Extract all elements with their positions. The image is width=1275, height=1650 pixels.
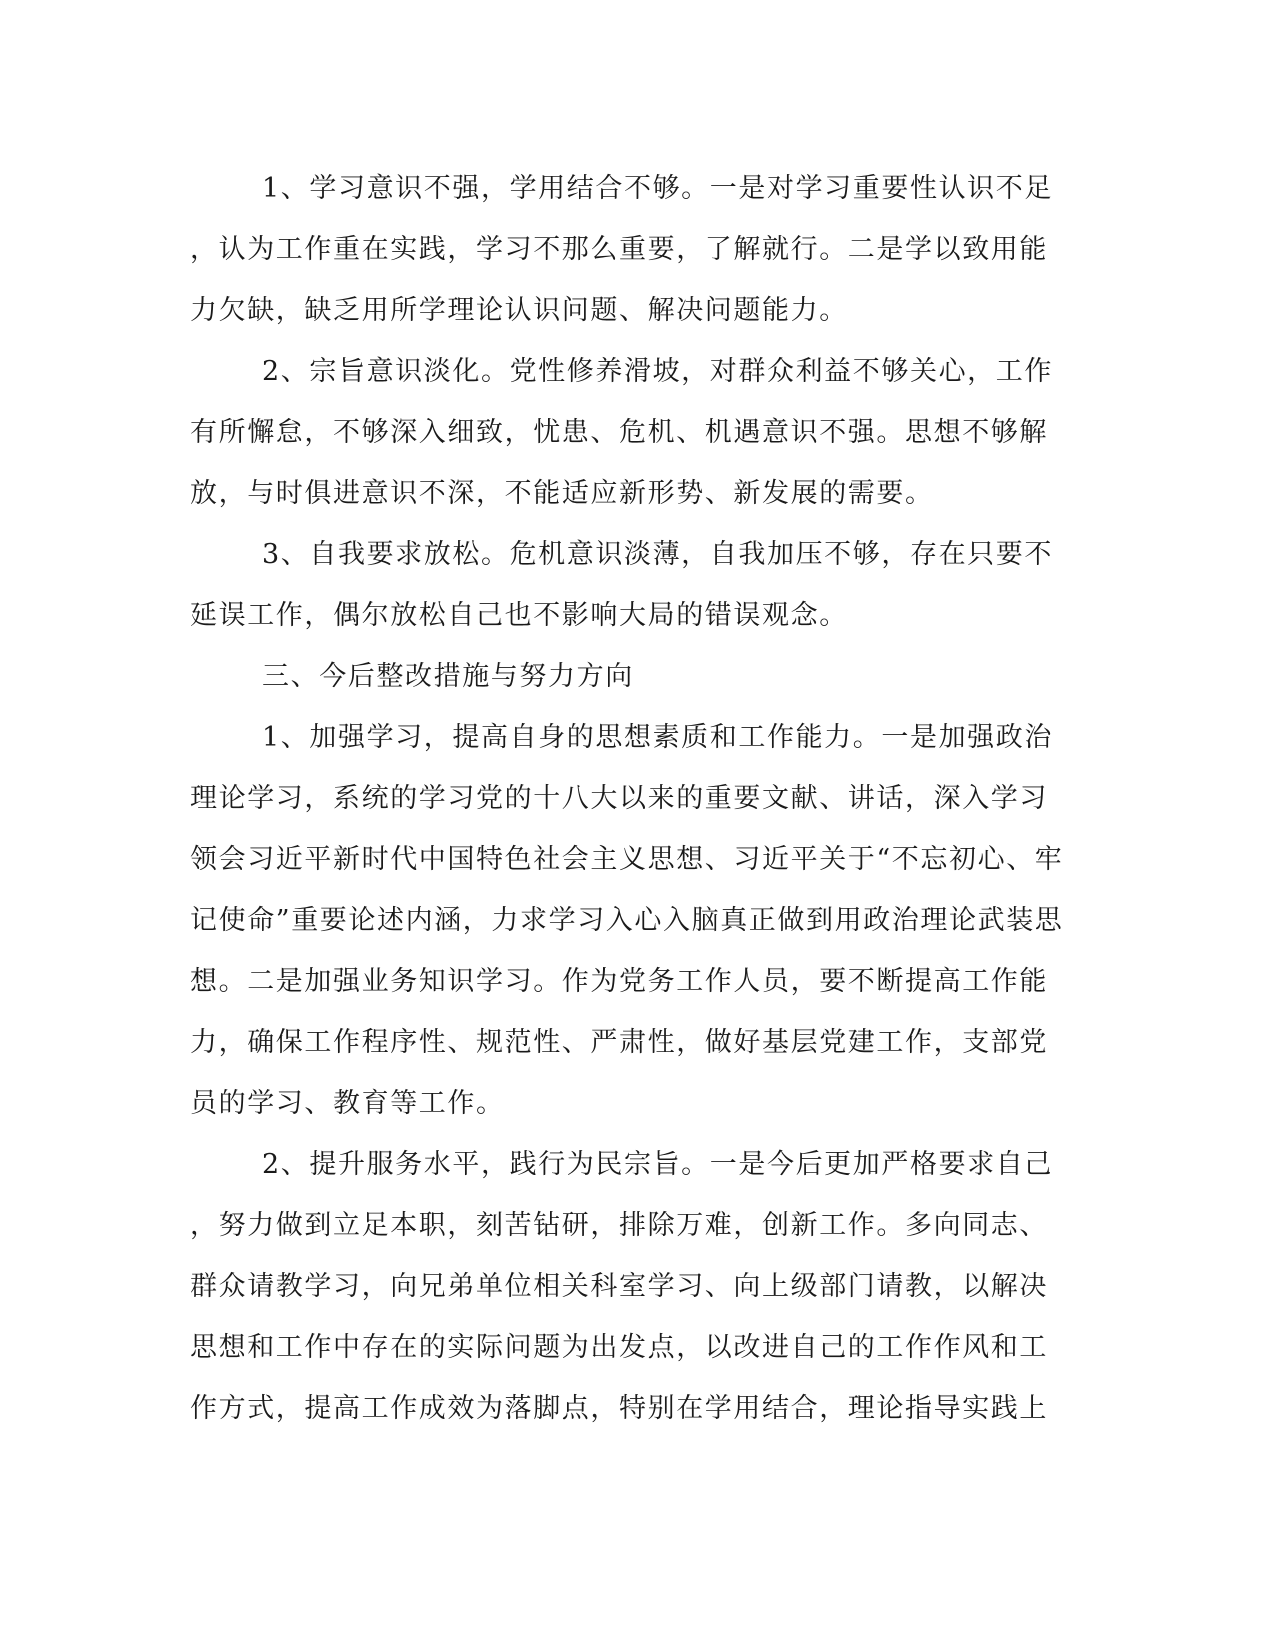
paragraph-2-line-1: 2、宗旨意识淡化。党性修养滑坡，对群众利益不够关心，工作 <box>262 356 1053 387</box>
paragraph-4-line-1: 1、加强学习，提高自身的思想素质和工作能力。一是加强政治 <box>262 722 1053 753</box>
paragraph-5-line-2: ，努力做到立足本职，刻苦钻研，排除万难，创新工作。多向同志、 <box>190 1210 1048 1241</box>
document-body <box>190 158 1070 1439</box>
paragraph-4-line-5: 想。二是加强业务知识学习。作为党务工作人员，要不断提高工作能 <box>190 966 1048 997</box>
paragraph-1-line-2: ，认为工作重在实践，学习不那么重要，了解就行。二是学以致用能 <box>190 234 1048 265</box>
paragraph-4-line-3: 领会习近平新时代中国特色社会主义思想、习近平关于“不忘初心、牢 <box>190 844 1064 875</box>
paragraph-5-line-5: 作方式，提高工作成效为落脚点，特别在学用结合，理论指导实践上 <box>190 1393 1048 1424</box>
paragraph-4-line-6: 力，确保工作程序性、规范性、严肃性，做好基层党建工作，支部党 <box>190 1027 1048 1058</box>
paragraph-5-line-3: 群众请教学习，向兄弟单位相关科室学习、向上级部门请教，以解决 <box>190 1271 1048 1302</box>
paragraph-4-line-4: 记使命”重要论述内涵，力求学习入心入脑真正做到用政治理论武装思 <box>190 905 1064 936</box>
paragraph-1-line-3: 力欠缺，缺乏用所学理论认识问题、解决问题能力。 <box>190 295 848 326</box>
paragraph-4-line-7: 员的学习、教育等工作。 <box>190 1088 505 1119</box>
paragraph-2-line-3: 放，与时俱进意识不深，不能适应新形势、新发展的需要。 <box>190 478 934 509</box>
paragraph-5-line-1: 2、提升服务水平，践行为民宗旨。一是今后更加严格要求自己 <box>262 1149 1053 1180</box>
paragraph-3-line-1: 3、自我要求放松。危机意识淡薄，自我加压不够，存在只要不 <box>262 539 1053 570</box>
paragraph-4-line-2: 理论学习，系统的学习党的十八大以来的重要文献、讲话，深入学习 <box>190 783 1048 814</box>
paragraph-2-line-2: 有所懈怠，不够深入细致，忧患、危机、机遇意识不强。思想不够解 <box>190 417 1048 448</box>
paragraph-5-line-4: 思想和工作中存在的实际问题为出发点，以改进自己的工作作风和工 <box>190 1332 1048 1363</box>
paragraph-1-line-1: 1、学习意识不强，学用结合不够。一是对学习重要性认识不足 <box>262 173 1053 204</box>
paragraph-3-line-2: 延误工作，偶尔放松自己也不影响大局的错误观念。 <box>190 600 848 631</box>
section-heading: 三、今后整改措施与努力方向 <box>262 661 634 692</box>
